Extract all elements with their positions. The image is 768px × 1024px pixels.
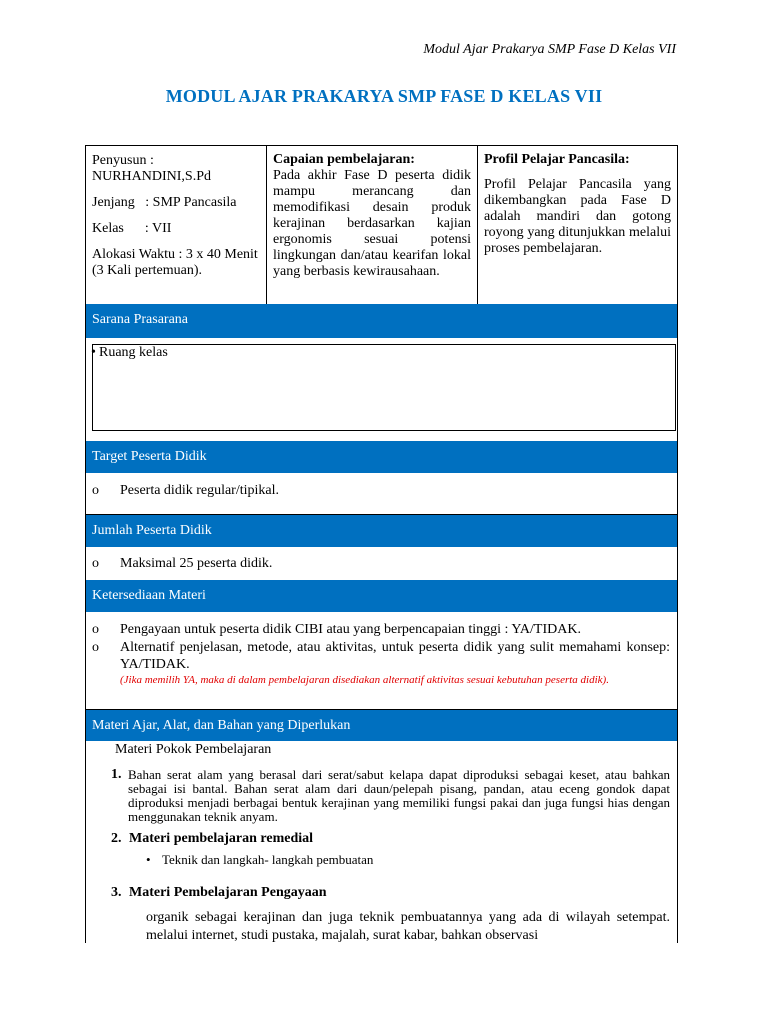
- jenjang-field: Jenjang : SMP Pancasila: [92, 195, 237, 210]
- module-table: [85, 145, 678, 943]
- document-title: MODUL AJAR PRAKARYA SMP FASE D KELAS VII: [165, 86, 603, 106]
- ketersediaan-marker-1: o: [92, 622, 99, 637]
- materi-subheading: Materi Pokok Pembelajaran: [115, 742, 272, 757]
- capaian-cell: [266, 146, 477, 304]
- section-header-ketersediaan: Ketersediaan Materi: [86, 580, 677, 612]
- materi-number-3: 3.: [111, 885, 122, 900]
- capaian-text: Pada akhir Fase D peserta didik mampu merancang dan memodifikasi desain produk kerajinan berdasarkan kajian ergonomis sesuai potensi lingkungan dan/atau kearifan lokal yang berbasis kewirausahaan.: [273, 168, 471, 279]
- materi-item-2-title: Materi pembelajaran remedial: [129, 831, 314, 846]
- section-header-jumlah: Jumlah Peserta Didik: [86, 515, 677, 547]
- materi-number-1: 1.: [111, 767, 122, 782]
- materi-item-3: [111, 886, 670, 900]
- section-header-materi: Materi Ajar, Alat, dan Bahan yang Diperlukan: [86, 710, 677, 741]
- penyusun-name: NURHANDINI,S.Pd: [92, 169, 212, 184]
- remedial-subitem: Teknik dan langkah- langkah pembuatan: [162, 852, 374, 867]
- pengayaan-text: organik sebagai kerajinan dan juga teknik pembuatannya yang ada di wilayah setempat. melalui internet, studi pustaka, majalah, surat kabar, bahkan observasi: [146, 910, 670, 943]
- remedial-bullet: •: [146, 852, 151, 867]
- kelas-field: Kelas : VII: [92, 221, 172, 236]
- sarana-item: Ruang kelas: [99, 345, 168, 360]
- section-header-target: Target Peserta Didik: [86, 441, 677, 473]
- profil-cell: [477, 146, 677, 304]
- capaian-label: Capaian pembelajaran:: [273, 152, 415, 167]
- ketersediaan-note: (Jika memilih YA, maka di dalam pembelajaran disediakan alternatif aktivitas sesuai kebutuhan peserta didik).: [120, 674, 609, 686]
- materi-item-3-title: Materi Pembelajaran Pengayaan: [129, 885, 327, 900]
- author-cell: [86, 146, 266, 304]
- target-item: Peserta didik regular/tipikal.: [120, 483, 280, 498]
- materi-item-2: [111, 832, 670, 846]
- sarana-bullet: •: [91, 345, 96, 360]
- jumlah-marker: o: [92, 556, 99, 571]
- ketersediaan-marker-2: o: [92, 640, 99, 655]
- materi-number-2: 2.: [111, 831, 122, 846]
- materi-item-1: [111, 768, 670, 824]
- section-header-sarana: Sarana Prasarana: [86, 304, 677, 338]
- ketersediaan-item-2: Alternatif penjelasan, metode, atau aktivitas, untuk peserta didik yang sulit memahami konsep: YA/TIDAK.: [120, 640, 670, 672]
- ketersediaan-item2-row: [92, 639, 670, 675]
- penyusun-label: Penyusun :: [92, 153, 154, 168]
- materi-item-1-text: Bahan serat alam yang berasal dari serat/sabut kelapa dapat diproduksi sebagai keset, atau bahkan sebagai isi bantal. Bahan serat alam dari daun/pelepah pisang, pandan, atau eceng gondok dapat diproduksi menjadi berbagai bentuk kerajinan yang memiliki fungsi pakai dan juga fungsi hias dengan menggunakan teknik anyam.: [128, 767, 670, 824]
- identity-row: [86, 146, 677, 304]
- target-marker: o: [92, 483, 99, 498]
- sarana-box: [92, 344, 676, 431]
- profil-text: Profil Pelajar Pancasila yang dikembangkan pada Fase D adalah mandiri dan gotong royong yang ditunjukkan melalui proses pembelajaran.: [484, 177, 671, 256]
- profil-label: Profil Pelajar Pancasila:: [484, 152, 630, 167]
- running-header: Modul Ajar Prakarya SMP Fase D Kelas VII: [423, 42, 676, 57]
- ketersediaan-item-1: Pengayaan untuk peserta didik CIBI atau yang berpencapaian tinggi : YA/TIDAK.: [120, 622, 581, 637]
- alokasi-field: Alokasi Waktu : 3 x 40 Menit (3 Kali pertemuan).: [92, 247, 258, 278]
- jumlah-item: Maksimal 25 peserta didik.: [120, 556, 273, 571]
